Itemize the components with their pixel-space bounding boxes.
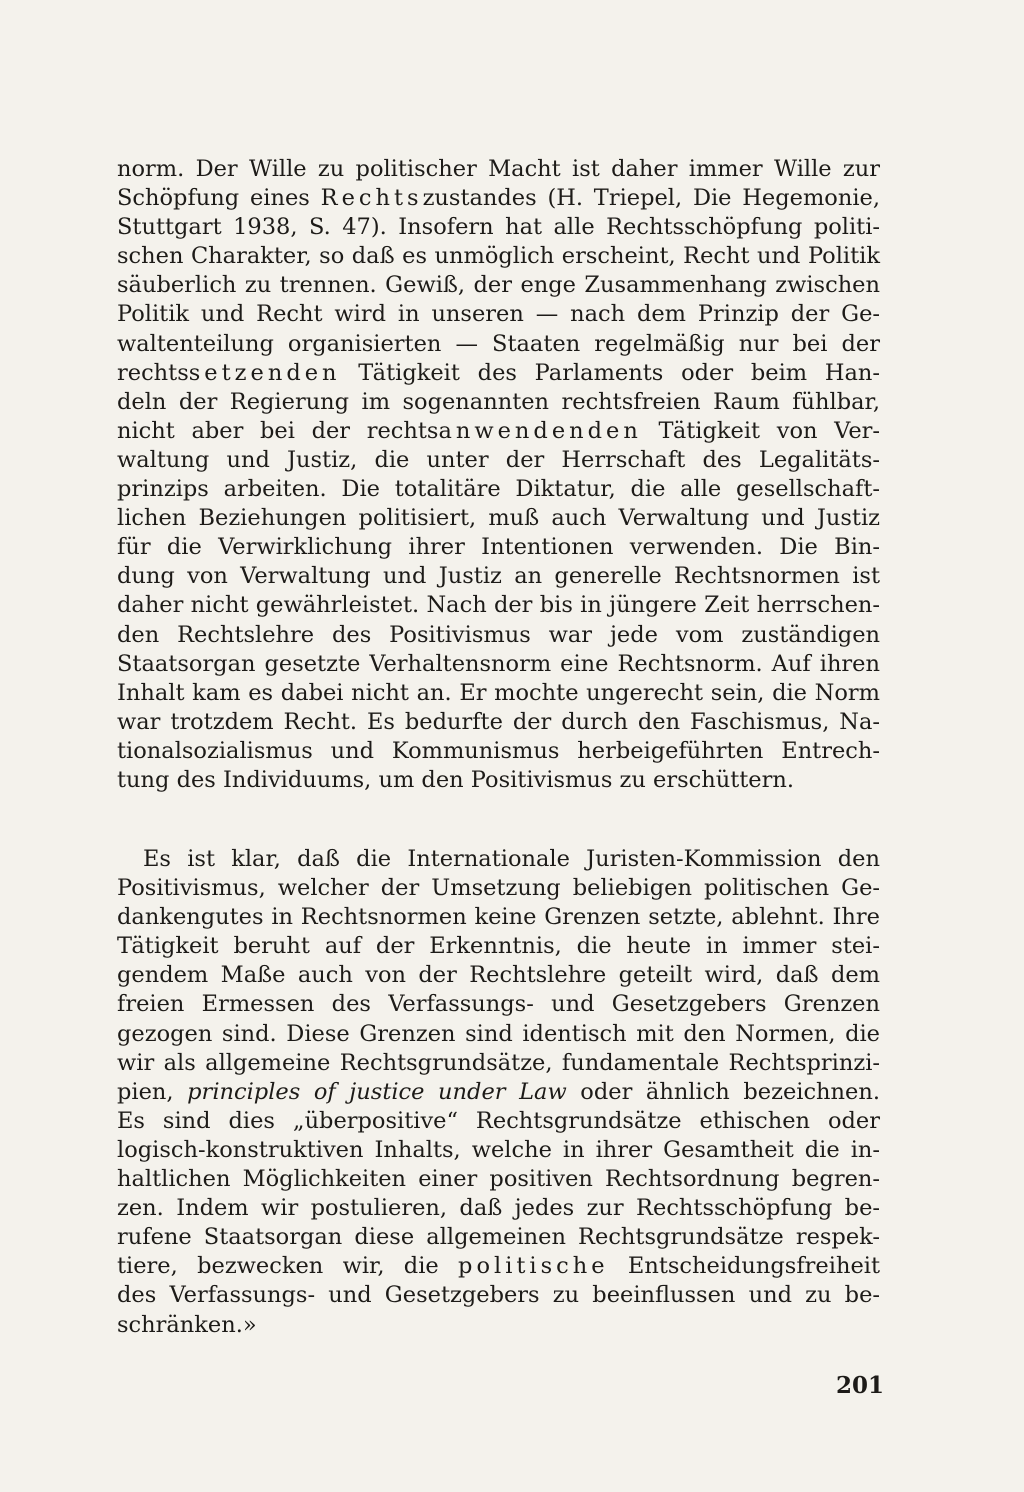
text-line: waltung und Justiz, die unter der Herrschaft des Legalitäts- [117,446,880,473]
text-line: Positivismus, welcher der Umsetzung beliebigen politischen Ge- [117,875,880,902]
text-line: deln der Regierung im sogenannten rechtsfreien Raum fühlbar, [117,388,880,415]
text-line: logisch-konstruktiven Inhalts, welche in ihrer Gesamtheit die in- [117,1136,880,1163]
emphasis-spaced: politische [458,1253,609,1280]
paragraph-1 [117,155,880,795]
text-line: Staatsorgan gesetzte Verhaltensnorm eine Rechtsnorm. Auf ihren [117,650,880,677]
text-line: haltlichen Möglichkeiten einer positiven Rechtsordnung begren- [117,1166,880,1193]
text-line: Es sind dies „überpositive“ Rechtsgrundsätze ethischen oder [117,1107,880,1134]
text-line: Inhalt kam es dabei nicht an. Er mochte ungerecht sein, die Norm [117,679,880,706]
text-line: norm. Der Wille zu politischer Macht ist daher immer Wille zur [117,156,880,182]
text-line: zen. Indem wir postulieren, daß jedes zur Rechtsschöpfung be- [117,1195,880,1222]
text-line: tionalsozialismus und Kommunismus herbeigeführten Entrech- [117,737,880,764]
text-line: Schöpfung eines Rechtszustandes (H. Triepel, Die Hegemonie, [117,185,880,212]
text-line: Politik und Recht wird in unseren — nach dem Prinzip der Ge- [117,301,880,328]
text-line: schen Charakter, so daß es unmöglich erscheint, Recht und Politik [117,243,880,270]
text-line: pien, principles of justice under Law oder ähnlich bezeichnen. [117,1078,881,1105]
paragraph-2 [117,845,880,1340]
text-line: wir als allgemeine Rechtsgrundsätze, fundamentale Rechtsprinzi- [117,1049,880,1076]
text-line: Es ist klar, daß die Internationale Juristen-Kommission den [143,846,880,872]
text-line: war trotzdem Recht. Es bedurfte der durch den Faschismus, Na- [117,708,880,735]
text-line: dankengutes in Rechtsnormen keine Grenzen setzte, ablehnt. Ihre [117,904,880,931]
text-line: freien Ermessen des Verfassungs- und Gesetzgebers Grenzen [117,991,880,1018]
text-line: dung von Verwaltung und Justiz an generelle Rechtsnormen ist [117,563,880,590]
text-line: rechtssetzenden Tätigkeit des Parlaments oder beim Han- [117,359,880,386]
text-line: gendem Maße auch von der Rechtslehre geteilt wird, daß dem [117,962,880,989]
emphasis-italic: principles of justice under Law [187,1078,567,1105]
text-line: Tätigkeit beruht auf der Erkenntnis, die heute in immer stei- [117,933,880,960]
text-line: schränken.» [117,1311,257,1338]
emphasis-spaced: anwendenden [438,417,642,444]
text-line: säuberlich zu trennen. Gewiß, der enge Zusammenhang zwischen [117,272,880,299]
text-line: lichen Beziehungen politisiert, muß auch Verwaltung und Justiz [117,505,880,532]
text-line: tung des Individuums, um den Positivismus zu erschüttern. [117,766,795,793]
page-number: 201 [836,1372,885,1399]
text-line: prinzips arbeiten. Die totalitäre Diktatur, die alle gesellschaft- [117,476,880,503]
text-line: für die Verwirklichung ihrer Intentionen verwenden. Die Bin- [117,534,880,561]
text-line: rufene Staatsorgan diese allgemeinen Rechtsgrundsätze respek- [117,1224,880,1251]
text-line: waltenteilung organisierten — Staaten regelmäßig nur bei der [117,330,880,357]
text-line: Stuttgart 1938, S. 47). Insofern hat alle Rechtsschöpfung politi- [117,214,880,241]
emphasis-spaced: Rechts [320,185,423,212]
text-line: gezogen sind. Diese Grenzen sind identisch mit den Normen, die [117,1020,880,1047]
text-line: daher nicht gewährleistet. Nach der bis in jüngere Zeit herrschen- [117,592,880,619]
text-line: nicht aber bei der rechtsanwendenden Tätigkeit von Ver- [117,417,880,444]
text-line: den Rechtslehre des Positivismus war jede vom zuständigen [117,621,880,648]
text-line: des Verfassungs- und Gesetzgebers zu beeinflussen und zu be- [117,1282,880,1309]
text-line: tiere, bezwecken wir, die politische Entscheidungsfreiheit [117,1253,880,1280]
emphasis-spaced: setzenden [188,359,341,386]
